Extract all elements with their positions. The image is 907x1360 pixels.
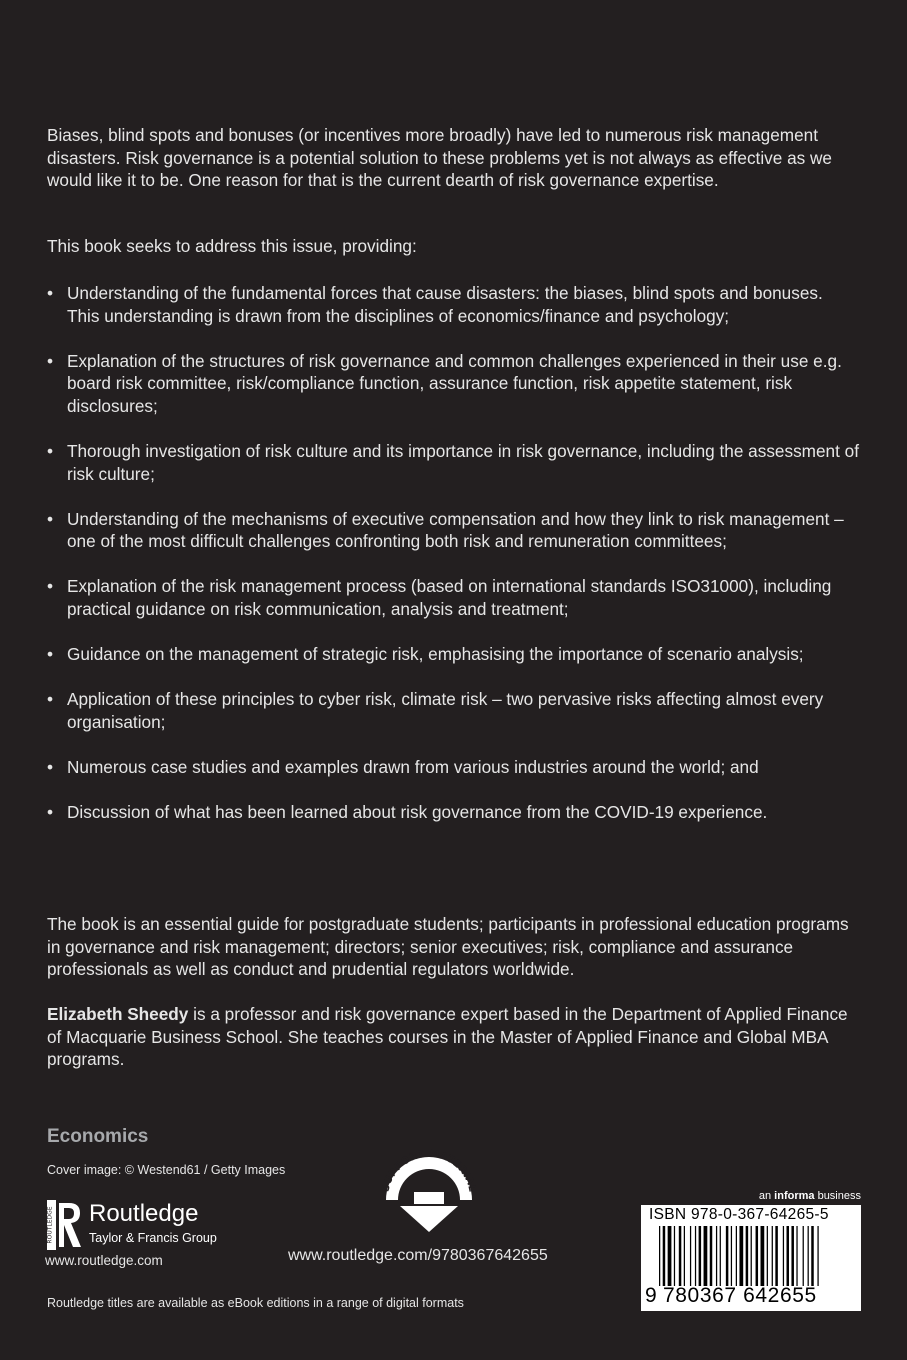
routledge-r-icon bbox=[47, 1200, 81, 1250]
barcode-bar bbox=[796, 1226, 797, 1286]
list-item: • Thorough investigation of risk culture and its importance in risk governance, including the assessment of risk culture; bbox=[47, 440, 859, 485]
publisher-url[interactable]: www.routledge.com bbox=[45, 1253, 163, 1268]
barcode-bar bbox=[803, 1226, 804, 1286]
author-bio-text: is a professor and risk governance expert based in the Department of Applied Finance of Macquarie Business School. She teaches courses in the Master of Applied Finance and Global MBA programs. bbox=[47, 1004, 848, 1070]
barcode-bar bbox=[751, 1226, 752, 1286]
barcode-bar bbox=[716, 1226, 717, 1286]
isbn-barcode bbox=[641, 1205, 861, 1311]
barcode-bar bbox=[726, 1226, 729, 1286]
barcode-bar bbox=[746, 1226, 749, 1286]
barcode-bar bbox=[817, 1226, 818, 1286]
barcode-bar bbox=[690, 1226, 691, 1286]
informa-brand: informa bbox=[774, 1190, 815, 1202]
barcode-bar bbox=[739, 1226, 743, 1286]
logo-vertical-text: ROUTLEDGE bbox=[47, 1206, 54, 1244]
informa-tag: an informa business bbox=[758, 1190, 861, 1202]
list-item: • Guidance on the management of strategic risk, emphasising the importance of scenario analysis; bbox=[47, 643, 859, 666]
list-item: • Application of these principles to cyber risk, climate risk – two pervasive risks affecting almost every organisation; bbox=[47, 688, 859, 733]
author-name: Elizabeth Sheedy bbox=[47, 1004, 189, 1024]
badge-text: SUPPORT MATERIAL bbox=[380, 1148, 478, 1193]
list-item: • Understanding of the mechanisms of executive compensation and how they link to risk management – one of the most difficult challenges confronting both risk and remuneration committees; bbox=[47, 508, 859, 553]
barcode-bar bbox=[791, 1226, 794, 1286]
intro-paragraph: Biases, blind spots and bonuses (or incentives more broadly) have led to numerous risk management disasters. Risk governance is a potential solution to these problems yet is not always as effective as we would like it to be. One reason for that is the current dearth of risk governance expertise. bbox=[47, 125, 832, 191]
barcode-bar bbox=[767, 1226, 768, 1286]
barcode-bar bbox=[699, 1226, 702, 1286]
barcode-bar bbox=[787, 1226, 790, 1286]
barcode-bar bbox=[695, 1226, 696, 1286]
list-item: • Numerous case studies and examples drawn from various industries around the world; and bbox=[47, 756, 859, 779]
barcode-bar bbox=[659, 1226, 660, 1286]
ebook-note: Routledge titles are available as eBook editions in a range of digital formats bbox=[47, 1296, 464, 1310]
support-material-badge bbox=[378, 1148, 480, 1234]
barcode-bar bbox=[772, 1226, 773, 1286]
list-item: • Explanation of the structures of risk governance and common challenges experienced in their use e.g. board risk committee, risk/compliance function, assurance function, risk appetite statement, risk disclosures; bbox=[47, 350, 859, 418]
barcode-bar bbox=[756, 1226, 759, 1286]
barcode-bars bbox=[641, 1226, 861, 1286]
subject-category: Economics bbox=[47, 1126, 149, 1147]
barcode-bar bbox=[704, 1226, 708, 1286]
barcode-bar bbox=[775, 1226, 778, 1286]
feature-list bbox=[47, 282, 859, 846]
list-item: • Understanding of the fundamental forces that cause disasters: the biases, blind spots and bonuses. This understanding is drawn from the disciplines of economics/finance and psychology; bbox=[47, 282, 859, 327]
cover-credit: Cover image: © Westend61 / Getty Images bbox=[47, 1163, 286, 1177]
barcode-bar bbox=[679, 1226, 682, 1286]
barcode-bar bbox=[668, 1226, 672, 1286]
barcode-bar bbox=[783, 1226, 784, 1286]
providing-lead: This book seeks to address this issue, providing: bbox=[47, 236, 417, 256]
barcode-bar bbox=[811, 1226, 814, 1286]
list-item: • Explanation of the risk management process (based on international standards ISO31000), including practical guidance on risk communication, analysis and treatment; bbox=[47, 575, 859, 620]
list-item: • Discussion of what has been learned about risk governance from the COVID-19 experience. bbox=[47, 801, 859, 824]
publisher-name: Routledge bbox=[89, 1200, 199, 1227]
publisher-group: Taylor & Francis Group bbox=[89, 1231, 217, 1245]
barcode-bar bbox=[731, 1226, 732, 1286]
audience-paragraph: The book is an essential guide for postgraduate students; participants in professional education programs in governance and risk management; directors; senior executives; risk, compliance and assurance professionals as well as conduct and prudential regulators worldwide. bbox=[47, 914, 849, 980]
author-bio bbox=[47, 1003, 859, 1071]
isbn-label: ISBN 978-0-367-64265-5 bbox=[649, 1206, 829, 1223]
barcode-bar bbox=[736, 1226, 737, 1286]
book-url[interactable]: www.routledge.com/9780367642655 bbox=[288, 1247, 548, 1264]
barcode-bar bbox=[684, 1226, 685, 1286]
barcode-bar bbox=[663, 1226, 666, 1286]
barcode-bar bbox=[808, 1226, 809, 1286]
download-arrow-icon bbox=[414, 1192, 444, 1204]
barcode-lead-digit: 9 bbox=[645, 1284, 657, 1307]
routledge-logo bbox=[47, 1200, 247, 1250]
barcode-bar bbox=[761, 1226, 765, 1286]
barcode-digits: 780367 642655 bbox=[663, 1284, 817, 1307]
barcode-bar bbox=[720, 1226, 721, 1286]
barcode-bar bbox=[710, 1226, 713, 1286]
barcode-bar bbox=[674, 1226, 675, 1286]
